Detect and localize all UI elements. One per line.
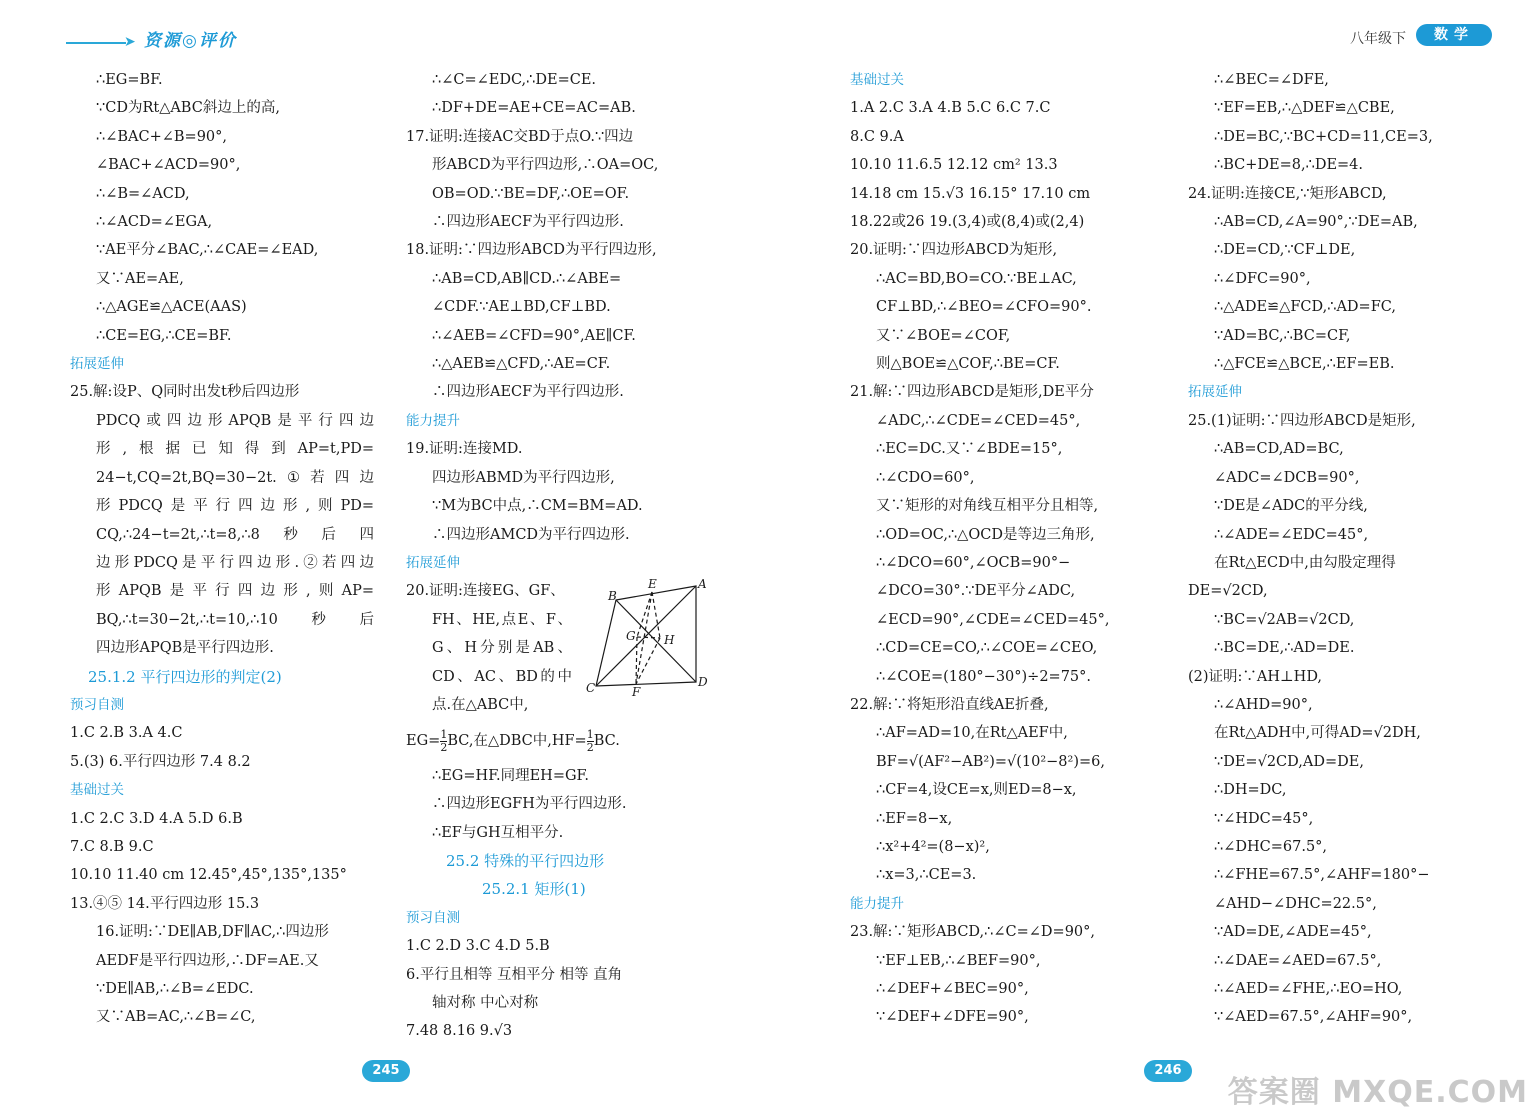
column-3: [850, 66, 1156, 1032]
text-line: ∴∠CDO=60°,: [876, 469, 975, 486]
text-line: 14.18 cm 15.√3 16.15° 17.10 cm: [850, 185, 1091, 202]
text-line: ∴∠FHE=67.5°,∠AHF=180°−: [1214, 867, 1430, 884]
text-line: (2)证明:∵AH⊥HD,: [1188, 668, 1323, 685]
text-line: 又∵AE=AE,: [96, 270, 184, 287]
text-line: 四边形APQB是平行四边形.: [96, 640, 274, 657]
frac-pre: EG=: [406, 733, 441, 750]
label-b: B: [608, 589, 617, 603]
label-g: G: [626, 629, 636, 643]
text-line: ∴EC=DC.又∵∠BDE=15°,: [876, 441, 1063, 458]
text-line: 25.(1)证明:∵四边形ABCD是矩形,: [1188, 412, 1416, 429]
text-line: ∠BAC+∠ACD=90°,: [96, 157, 241, 174]
text-line: ∵AE平分∠BAC,∴∠CAE=∠EAD,: [96, 242, 319, 259]
text-line: ∴DE=BC,∵BC+CD=11,CE=3,: [1214, 128, 1433, 145]
page-number-left: 245: [362, 1060, 410, 1082]
text-line: ∴∠DFC=90°,: [1214, 270, 1311, 287]
text-line: ∴∠COE=(180°−30°)÷2=75°.: [876, 668, 1092, 685]
text-line: ∴EF与GH互相平分.: [432, 824, 564, 841]
text-line: 四边形ABMD为平行四边形,: [432, 469, 615, 486]
text-line: 13.④⑤ 14.平行四边形 15.3: [70, 895, 260, 912]
text-line: 形PDCQ是平行四边形,则PD=: [96, 498, 374, 515]
frac-num: 1: [440, 727, 448, 741]
text-line: BQ,∴t=30−2t,∴t=10,∴10秒后: [96, 611, 374, 628]
header-brand-area: [66, 24, 266, 50]
header-subject-badge: 数学: [1416, 24, 1492, 46]
text-line: 22.解:∵将矩形沿直线AE折叠,: [850, 696, 1049, 713]
text-line: ∴BC+DE=8,∴DE=4.: [1214, 157, 1364, 174]
text-line: ∴EF=8−x,: [876, 810, 953, 827]
text-line: ∠ADC=∠DCB=90°,: [1214, 469, 1360, 486]
text-line: 24.证明:连接CE,∵矩形ABCD,: [1188, 185, 1387, 202]
text-line: 形ABCD为平行四边形,∴OA=OC,: [432, 157, 659, 174]
text-line: ∴EG=BF.: [96, 72, 163, 88]
text-line: ∴CF=4,设CE=x,则ED=8−x,: [876, 782, 1077, 799]
text-line: ∴∠ACD=∠EGA,: [96, 214, 213, 231]
text-line: ∴△ADE≌△FCD,∴AD=FC,: [1214, 299, 1396, 316]
text-line: 形,根据已知得到AP=t,PD=: [96, 441, 374, 458]
text-line: 10.10 11.40 cm 12.45°,45°,135°,135°: [70, 867, 347, 884]
text-line: ∴CD=CE=CO,∴∠COE=∠CEO,: [876, 640, 1098, 657]
text-line: ∵AD=DE,∠ADE=45°,: [1214, 924, 1372, 941]
text-line: 5.(3) 6.平行四边形 7.4 8.2: [70, 753, 251, 770]
column-1: [70, 66, 374, 1032]
seg-eg: [637, 592, 652, 637]
text-line: ∴∠B=∠ACD,: [96, 185, 190, 202]
frac-num-2: 1: [586, 727, 594, 741]
text-line: ∵DE是∠ADC的平分线,: [1214, 498, 1368, 515]
text-line: ∴四边形AECF为平行四边形.: [432, 214, 624, 231]
frac-den-2: 2: [586, 740, 594, 754]
text-line: 7.48 8.16 9.√3: [406, 1023, 513, 1040]
parallelogram-figure: [580, 578, 720, 698]
label-a: A: [698, 578, 707, 591]
header-arrow-icon: ➤: [124, 34, 136, 50]
text-line: 23.解:∵矩形ABCD,∴∠C=∠D=90°,: [850, 924, 1096, 941]
page-number-right: 246: [1144, 1060, 1192, 1082]
text-line: ∵∠AED=67.5°,∠AHF=90°,: [1214, 1009, 1413, 1026]
text-line: ∴AB=CD,AB∥CD.∴∠ABE=: [432, 270, 622, 287]
label-e: E: [648, 578, 657, 591]
header-brand: 资源◎评价: [144, 31, 237, 51]
text-line: ∴∠AEB=∠CFD=90°,AE∥CF.: [432, 327, 636, 344]
frac-den: 2: [440, 740, 448, 754]
text-line: ∵DE=√2CD,AD=DE,: [1214, 753, 1364, 770]
text-line: 7.C 8.B 9.C: [70, 838, 154, 855]
header-grade: 八年级下: [1350, 31, 1406, 47]
text-line: AEDF是平行四边形,∴DF=AE.又: [96, 952, 319, 969]
text-line: 18.证明:∵四边形ABCD为平行四边形,: [406, 242, 657, 259]
text-line: ∴AB=CD,AD=BC,: [1214, 441, 1344, 458]
text-line: PDCQ或四边形APQB是平行四边: [96, 412, 374, 429]
text-line: ∴∠BAC+∠B=90°,: [96, 128, 228, 145]
section-heading: 能力提升: [406, 412, 460, 429]
text-line: ∵DE∥AB,∴∠B=∠EDC.: [96, 981, 254, 997]
text-line: ∠CDF.∵AE⊥BD,CF⊥BD.: [432, 299, 611, 316]
text-line: ∴x=3,∴CE=3.: [876, 867, 977, 884]
text-line: ∴x²+4²=(8−x)²,: [876, 838, 990, 855]
text-line: ∴四边形AMCD为平行四边形.: [432, 526, 630, 543]
text-line: ∵∠DEF+∠DFE=90°,: [876, 1009, 1029, 1026]
text-line: 6.平行且相等 互相平分 相等 直角: [406, 966, 623, 983]
seg-eh: [652, 592, 660, 638]
text-line: ∠ECD=90°,∠CDE=∠CED=45°,: [876, 611, 1110, 628]
text-line: ∴∠DAE=∠AED=67.5°,: [1214, 952, 1382, 969]
text-line: ∴OD=OC,∴△OCD是等边三角形,: [876, 526, 1095, 543]
text-line: ∴∠DHC=67.5°,: [1214, 838, 1328, 855]
text-line: ∠DCO=30°.∵DE平分∠ADC,: [876, 583, 1076, 600]
text-line: ∴四边形EGFH为平行四边形.: [432, 796, 627, 813]
text-line: FH、HE,点E、F、: [432, 611, 572, 628]
text-line: DE=√2CD,: [1188, 583, 1268, 600]
lesson-title: 25.2.1 矩形(1): [482, 880, 586, 899]
text-line: ∴AC=BD,BO=CO.∵BE⊥AC,: [876, 270, 1077, 287]
text-line: 在Rt△ADH中,可得AD=√2DH,: [1214, 725, 1421, 742]
text-line: ∵∠HDC=45°,: [1214, 810, 1314, 827]
text-line: ∴DF+DE=AE+CE=AC=AB.: [432, 100, 636, 117]
text-line: 20.证明:∵四边形ABCD为矩形,: [850, 242, 1058, 259]
text-line: CF⊥BD,∴∠BEO=∠CFO=90°.: [876, 299, 1092, 316]
text-line: 20.证明:连接EG、GF、: [406, 583, 565, 600]
lesson-title: 25.2 特殊的平行四边形: [446, 851, 605, 870]
text-line: ∴∠BEC=∠DFE,: [1214, 72, 1329, 88]
text-line: ∴DH=DC,: [1214, 782, 1287, 799]
text-line: ∴△AEB≌△CFD,∴AE=CF.: [432, 356, 611, 373]
column-2: [406, 66, 718, 1046]
label-d: D: [698, 675, 708, 689]
fraction-line: [406, 727, 718, 755]
header-line: [66, 42, 126, 44]
text-line: 1.C 2.D 3.C 4.D 5.B: [406, 938, 550, 955]
seg-gh: [637, 637, 660, 638]
lesson-title: 25.1.2 平行四边形的判定(2): [88, 667, 282, 686]
text-line: 形APQB是平行四边形,则AP=: [96, 583, 374, 600]
text-line: ∠AHD−∠DHC=22.5°,: [1214, 895, 1377, 912]
section-heading: 预习自测: [406, 909, 460, 926]
text-line: CQ,∴24−t=2t,∴t=8,∴8秒后四: [96, 526, 374, 543]
text-line: 轴对称 中心对称: [432, 995, 539, 1011]
text-line: ∴AB=CD,∠A=90°,∵DE=AB,: [1214, 214, 1418, 231]
text-line: ∴DE=CD,∵CF⊥DE,: [1214, 242, 1356, 259]
section-heading: 拓展延伸: [406, 554, 460, 571]
text-line: 又∵∠BOE=∠COF,: [876, 327, 1011, 344]
text-line: 25.解:设P、Q同时出发t秒后四边形: [70, 384, 300, 401]
text-line: 1.C 2.B 3.A 4.C: [70, 725, 183, 742]
text-line: 8.C 9.A: [850, 128, 904, 145]
text-line: ∵EF⊥EB,∴∠BEF=90°,: [876, 952, 1041, 969]
text-line: ∵BC=√2AB=√2CD,: [1214, 611, 1355, 628]
section-heading: 拓展延伸: [70, 356, 124, 373]
label-h: H: [664, 633, 675, 647]
section-heading: 能力提升: [850, 895, 904, 912]
text-line: ∴四边形AECF为平行四边形.: [432, 384, 624, 401]
text-line: ∵CD为Rt△ABC斜边上的高,: [96, 100, 280, 117]
text-line: ∴EG=HF.同理EH=GF.: [432, 767, 589, 784]
text-line: OB=OD.∵BE=DF,∴OE=OF.: [432, 185, 630, 202]
section-heading: 基础过关: [850, 72, 904, 88]
label-f: F: [632, 685, 641, 698]
text-line: ∴BC=DE,∴AD=DE.: [1214, 640, 1355, 657]
section-heading: 拓展延伸: [1188, 384, 1242, 401]
text-line: 又∵AB=AC,∴∠B=∠C,: [96, 1009, 256, 1026]
text-line: 1.C 2.C 3.D 4.A 5.D 6.B: [70, 810, 243, 827]
text-line: 16.证明:∵DE∥AB,DF∥AC,∴四边形: [96, 924, 329, 941]
column-4: [1188, 66, 1494, 1032]
text-line: ∴CE=EG,∴CE=BF.: [96, 327, 232, 344]
text-line: 17.证明:连接AC交BD于点O.∵四边: [406, 128, 634, 145]
text-line: 10.10 11.6.5 12.12 cm² 13.3: [850, 157, 1058, 174]
text-line: ∴△AGE≌△ACE(AAS): [96, 299, 247, 316]
label-c: C: [586, 681, 596, 695]
frac-post: BC.: [593, 733, 620, 750]
text-line: BF=√(AF²−AB²)=√(10²−8²)=6,: [876, 753, 1105, 770]
text-line: ∴∠AED=∠FHE,∴EO=HO,: [1214, 981, 1403, 997]
text-line: 18.22或26 19.(3,4)或(8,4)或(2,4): [850, 214, 1085, 231]
text-line: ∴AF=AD=10,在Rt△AEF中,: [876, 725, 1068, 742]
text-line: 19.证明:连接MD.: [406, 441, 523, 458]
text-line: 则△BOE≌△COF,∴BE=CF.: [876, 356, 1060, 373]
fraction-half-2: [587, 729, 594, 754]
text-line: ∵M为BC中点,∴CM=BM=AD.: [432, 498, 643, 515]
text-line: ∵EF=EB,∴△DEF≌△CBE,: [1214, 100, 1395, 117]
text-line: ∵AD=BC,∴BC=CF,: [1214, 327, 1351, 344]
text-line: ∠ADC,∴∠CDE=∠CED=45°,: [876, 412, 1081, 429]
text-line: 24−t,CQ=2t,BQ=30−2t.①若四边: [96, 469, 374, 486]
text-line: ∴△FCE≌△BCE,∴EF=EB.: [1214, 356, 1395, 373]
text-line: 21.解:∵四边形ABCD是矩形,DE平分: [850, 384, 1094, 401]
text-line: 点.在△ABC中,: [432, 696, 529, 713]
text-line: 又∵矩形的对角线互相平分且相等,: [876, 498, 1099, 515]
text-line: ∴∠DCO=60°,∠OCB=90°−: [876, 554, 1071, 571]
text-line: ∴∠DEF+∠BEC=90°,: [876, 981, 1029, 997]
watermark: 答案圈 MXQE.COM: [1227, 1075, 1528, 1110]
header-subject-area: [1312, 22, 1492, 50]
text-line: ∴∠ADE=∠EDC=45°,: [1214, 526, 1369, 543]
text-line: G、H分别是AB、: [432, 640, 572, 657]
section-heading: 预习自测: [70, 696, 124, 713]
text-line: CD、AC、BD的中: [432, 668, 572, 685]
frac-mid: BC,在△DBC中,HF=: [447, 733, 587, 750]
text-line: 边形PDCQ是平行四边形.②若四边: [96, 554, 374, 571]
text-line: ∴∠C=∠EDC,∴DE=CE.: [432, 72, 597, 88]
text-line: 在Rt△ECD中,由勾股定理得: [1214, 554, 1396, 571]
text-line: ∴∠AHD=90°,: [1214, 696, 1313, 713]
text-line: 1.A 2.C 3.A 4.B 5.C 6.C 7.C: [850, 100, 1051, 117]
section-heading: 基础过关: [70, 782, 124, 799]
